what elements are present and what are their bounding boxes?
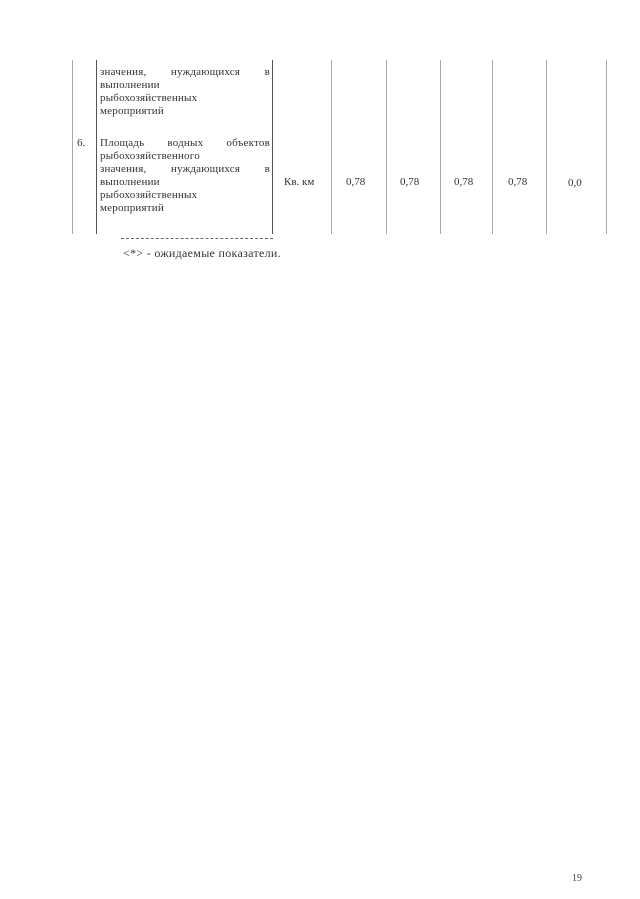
unit-cell: Кв. км xyxy=(284,176,315,188)
value-cell-1: 0,78 xyxy=(346,176,366,188)
table-rule-7 xyxy=(546,60,547,234)
indicator-line-2: рыбохозяйственного xyxy=(100,150,200,162)
indicator-line-4: выполнении xyxy=(100,176,160,188)
table-rule-4 xyxy=(386,60,387,234)
continued-line-4: мероприятий xyxy=(100,105,164,117)
value-cell-4: 0,78 xyxy=(508,176,528,188)
continued-line-3: рыбохозяйственных xyxy=(100,92,198,104)
table-border-left xyxy=(72,60,73,234)
indicator-line-3: значения, нуждающихся в xyxy=(100,163,270,175)
footnote-divider xyxy=(121,238,273,239)
table-rule-2 xyxy=(272,60,273,234)
value-cell-5: 0,0 xyxy=(568,177,582,189)
value-cell-3: 0,78 xyxy=(454,176,474,188)
table-border-right xyxy=(606,60,607,234)
indicator-line-1: Площадь водных объектов xyxy=(100,137,270,149)
page-number: 19 xyxy=(572,873,582,884)
table-rule-1 xyxy=(96,60,97,234)
indicator-name xyxy=(100,137,270,215)
row-number: 6. xyxy=(77,137,86,149)
table-rule-6 xyxy=(492,60,493,234)
table-rule-5 xyxy=(440,60,441,234)
indicator-name-continued xyxy=(100,66,270,118)
continued-line-1: значения, нуждающихся в xyxy=(100,66,270,78)
table-rule-3 xyxy=(331,60,332,234)
indicator-line-6: мероприятий xyxy=(100,202,164,214)
indicator-line-5: рыбохозяйственных xyxy=(100,189,198,201)
continued-line-2: выполнении xyxy=(100,79,160,91)
value-cell-2: 0,78 xyxy=(400,176,420,188)
footnote-text: <*> - ожидаемые показатели. xyxy=(123,246,281,260)
